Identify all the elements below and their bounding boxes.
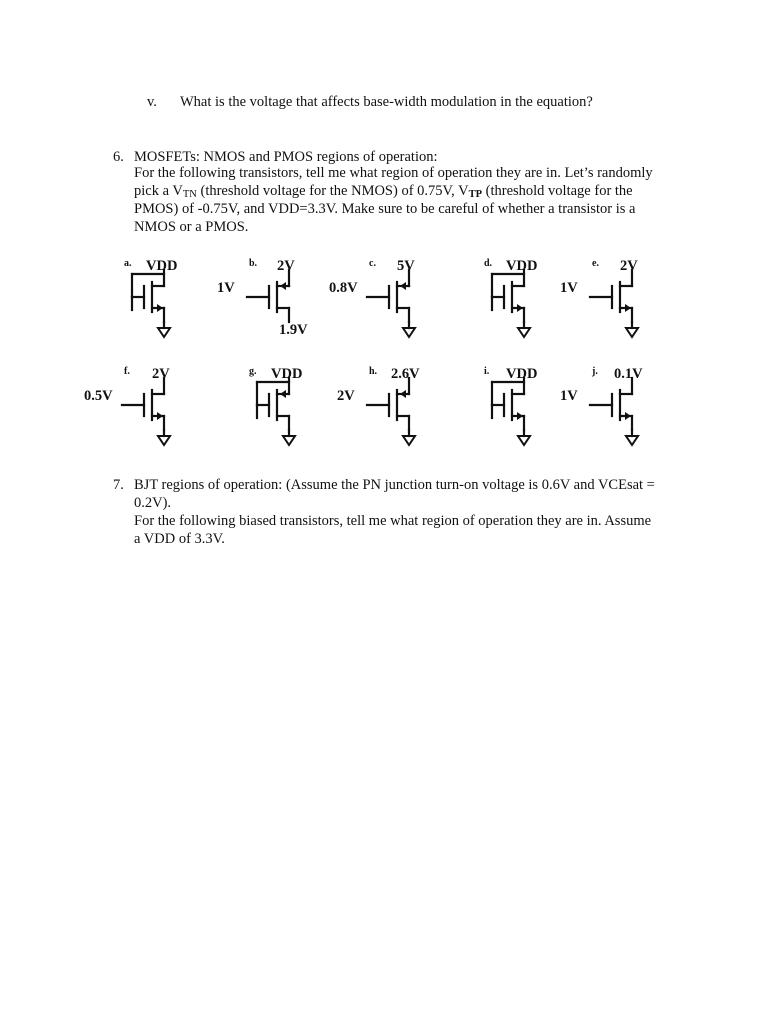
circuit-j: [560, 366, 643, 445]
circuit-label: h.: [369, 366, 378, 377]
drain-label: VDD: [506, 258, 538, 274]
gate-label: 2V: [337, 388, 355, 404]
transistor-circuits-figure: [0, 240, 768, 465]
gate-label: 1V: [560, 280, 578, 296]
drain-label: 2V: [152, 366, 170, 382]
circuit-label: g.: [249, 366, 257, 377]
circuit-i: [484, 366, 537, 445]
ground-symbol: [403, 436, 415, 445]
drain-label: VDD: [271, 366, 303, 382]
question-7-line-1: BJT regions of operation: (Assume the PN junction turn-on voltage is 0.6V and VCEsat =: [134, 477, 655, 493]
source-label: 1.9V: [279, 322, 308, 338]
circuit-label: e.: [592, 258, 599, 269]
circuit-a: [124, 258, 177, 337]
circuit-label: c.: [369, 258, 376, 269]
circuit-label: f.: [124, 366, 130, 377]
drain-label: 2.6V: [391, 366, 420, 382]
ground-symbol: [626, 328, 638, 337]
gate-label: 0.5V: [84, 388, 113, 404]
ground-symbol: [518, 328, 530, 337]
ground-symbol: [403, 328, 415, 337]
drain-label: VDD: [506, 366, 538, 382]
circuits-root: [84, 258, 643, 445]
circuit-label: a.: [124, 258, 132, 269]
drain-label: 5V: [397, 258, 415, 274]
circuit-b: [217, 258, 308, 338]
nmos-arrow: [625, 412, 631, 420]
pmos-arrow: [400, 282, 406, 290]
question-6-line-4: NMOS or a PMOS.: [134, 219, 249, 235]
sub-question-text: What is the voltage that affects base-width modulation in the equation?: [180, 94, 593, 110]
ground-symbol: [626, 436, 638, 445]
circuit-label: j.: [592, 366, 598, 377]
pmos-arrow: [400, 390, 406, 398]
circuit-label: b.: [249, 258, 258, 269]
drain-label: VDD: [146, 258, 178, 274]
ground-symbol: [283, 436, 295, 445]
pmos-arrow: [280, 282, 286, 290]
circuit-d: [484, 258, 537, 337]
circuit-g: [249, 366, 302, 445]
sub-question-marker: v.: [147, 94, 157, 110]
question-6-title: MOSFETs: NMOS and PMOS regions of operation:: [134, 149, 438, 165]
circuit-e: [560, 258, 638, 337]
question-7-line-4: a VDD of 3.3V.: [134, 531, 225, 547]
vtp-subscript: TP: [468, 189, 483, 200]
question-7-line-3: For the following biased transistors, tell me what region of operation they are in. Assume: [134, 513, 652, 529]
ground-symbol: [518, 436, 530, 445]
pmos-arrow: [280, 390, 286, 398]
nmos-arrow: [625, 304, 631, 312]
drain-label: 2V: [620, 258, 638, 274]
question-7-line-2: 0.2V).: [134, 495, 172, 511]
line-2-part-c: (threshold voltage for the: [482, 183, 633, 199]
nmos-arrow: [157, 412, 163, 420]
question-7-number: 7.: [113, 477, 124, 493]
nmos-arrow: [517, 304, 523, 312]
ground-symbol: [158, 436, 170, 445]
drain-label: 2V: [277, 258, 295, 274]
nmos-arrow: [157, 304, 163, 312]
gate-label: 0.8V: [329, 280, 358, 296]
line-2-part-b: (threshold voltage for the NMOS) of 0.75V, V: [196, 183, 469, 199]
question-6-number: 6.: [113, 149, 124, 165]
nmos-arrow: [517, 412, 523, 420]
drain-label: 0.1V: [614, 366, 643, 382]
gate-label: 1V: [217, 280, 235, 296]
question-6-line-3: PMOS) of -0.75V, and VDD=3.3V. Make sure to be careful of whether a transistor is a: [134, 201, 636, 217]
vtn-subscript: TN: [182, 189, 197, 200]
line-2-part-a: pick a V: [134, 183, 183, 199]
circuit-label: i.: [484, 366, 490, 377]
circuit-f: [84, 366, 170, 445]
circuit-label: d.: [484, 258, 493, 269]
ground-symbol: [158, 328, 170, 337]
gate-label: 1V: [560, 388, 578, 404]
question-6-line-1: For the following transistors, tell me what region of operation they are in. Let’s randomly: [134, 165, 653, 181]
circuit-c: [329, 258, 415, 337]
circuit-h: [337, 366, 420, 445]
